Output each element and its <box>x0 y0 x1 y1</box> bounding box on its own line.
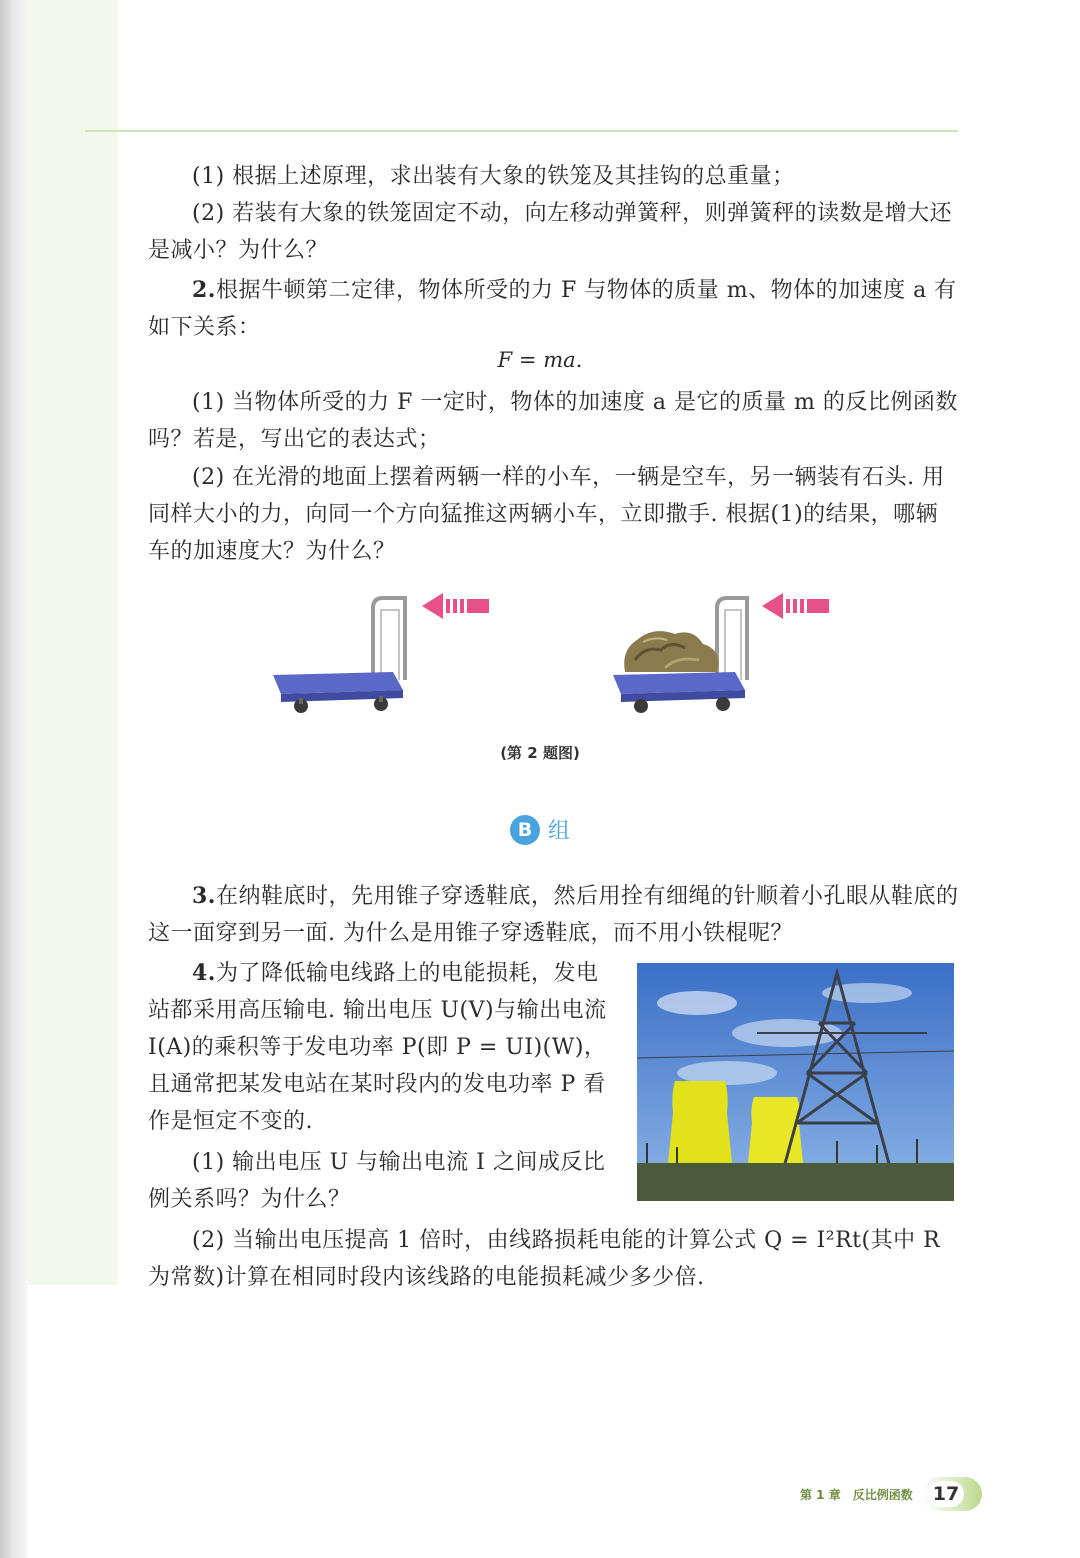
group-b-heading <box>0 814 1080 845</box>
question-1-part-2: (2) 若装有大象的铁笼固定不动，向左移动弹簧秤，则弹簧秤的读数是增大还是减小？为什么？ <box>148 201 953 263</box>
question-2-stem <box>148 272 960 346</box>
empty-cart-illustration <box>265 590 500 720</box>
group-badge-icon: B <box>510 815 540 845</box>
power-station-photo <box>637 963 954 1201</box>
question-4-text: 为了降低输电线路上的电能损耗，发电站都采用高压输电. 输出电压 U(V)与输出电流 I(A)的乘积等于发电功率 P(即 P = UI)(W)，且通常把某发电站在某时段内的发电功率 P 看作是恒定不变的. <box>148 961 607 1134</box>
question-3-text: 在纳鞋底时，先用锥子穿透鞋底，然后用拴有细绳的针顺着小孔眼从鞋底的这一面穿到另一面. 为什么是用锥子穿透鞋底，而不用小铁棍呢？ <box>148 884 959 946</box>
question-4-part-1: (1) 输出电压 U 与输出电流 I 之间成反比例关系吗？为什么？ <box>148 1150 606 1212</box>
page-footer <box>800 1477 985 1511</box>
push-arrow-icon <box>422 593 489 619</box>
question-1-part-1: (1) 根据上述原理，求出装有大象的铁笼及其挂钩的总重量； <box>192 164 795 189</box>
chapter-label: 第 1 章 反比例函数 <box>800 1488 913 1502</box>
question-2-number: 2. <box>192 277 216 303</box>
page-margin-tint <box>28 0 118 1285</box>
question-2-part-1: (1) 当物体所受的力 F 一定时，物体的加速度 a 是它的质量 m 的反比例函数吗？若是，写出它的表达式； <box>148 390 958 452</box>
question-4-stem <box>148 955 610 1140</box>
question-4-part-2: (2) 当输出电压提高 1 倍时，由线路损耗电能的计算公式 Q = I²Rt(其中 R 为常数)计算在相同时段内该线路的电能损耗减少多少倍. <box>148 1228 941 1290</box>
question-2-text: 根据牛顿第二定律，物体所受的力 F 与物体的质量 m、物体的加速度 a 有如下关系： <box>148 278 957 340</box>
question-2-formula: F = ma. <box>497 348 583 372</box>
push-arrow-icon <box>762 593 829 619</box>
group-label: 组 <box>547 819 570 844</box>
book-binding-edge <box>0 0 28 1558</box>
stone-icon <box>624 631 718 672</box>
cart-icon <box>273 598 405 713</box>
question-2-part-2: (2) 在光滑的地面上摆着两辆一样的小车，一辆是空车，另一辆装有石头. 用同样大小的力，向同一个方向猛推这两辆小车，立即撒手. 根据(1)的结果，哪辆车的加速度大？为什么？ <box>148 465 945 564</box>
loaded-cart-illustration <box>605 590 840 720</box>
figure-caption: (第 2 题图) <box>500 744 580 762</box>
question-3 <box>148 878 960 952</box>
page-number: 17 <box>928 1481 964 1507</box>
question-4-number: 4. <box>192 960 216 986</box>
question-3-number: 3. <box>192 883 216 909</box>
top-rule <box>85 130 958 132</box>
